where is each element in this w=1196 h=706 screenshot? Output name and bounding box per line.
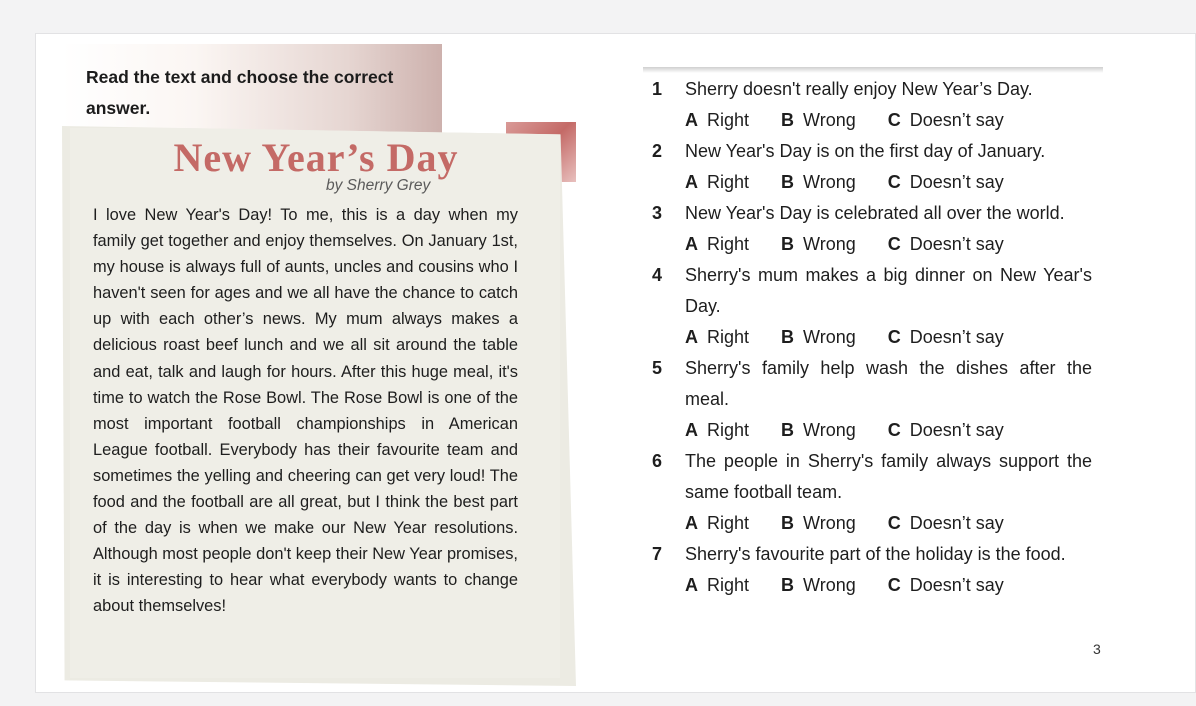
answer-options [652,167,1092,198]
option-c[interactable] [888,508,1004,539]
option-label: Doesn’t say [909,110,1004,130]
option-b[interactable] [781,508,856,539]
option-label: Wrong [803,172,856,192]
question-text: The people in Sherry's family always support the same football team. [685,451,1092,502]
option-label: Wrong [803,513,856,533]
option-a[interactable] [685,105,749,136]
option-label: Doesn’t say [909,575,1004,595]
answer-options [652,415,1092,446]
question-number: 1 [652,79,663,99]
question-number: 6 [652,451,663,471]
option-a[interactable] [685,229,749,260]
option-letter: C [887,513,901,533]
question-number: 2 [652,141,663,161]
option-label: Right [707,172,750,192]
option-c[interactable] [888,415,1004,446]
option-label: Doesn’t say [909,234,1004,254]
article-body: I love New Year's Day! To me, this is a day when my family get together and enjoy themselves. On January 1st, my house is always full of aunts, uncles and cousins who I haven't seen for ages and we all have the chance to catch up with each other’s news. My mum always makes a delicious roast beef lunch and we all sit around the table and eat, talk and laugh for hours. After this huge meal, it's time to watch the Rose Bowl. The Rose Bowl is one of the most important football championships in American League football. Everybody has their favourite team and sometimes the yelling and cheering can get very loud! The food and the football are all great, but I think the best part of the day is when we make our New Year resolutions. Although most people don't keep their New Year promises, it is interesting to hear what everybody wants to change about themselves! [93,206,518,616]
option-letter: B [781,172,795,192]
answer-options [652,322,1092,353]
question-text: Sherry's family help wash the dishes after the meal. [685,358,1092,409]
content-card [35,33,1196,693]
question-text: Sherry's mum makes a big dinner on New Year's Day. [685,265,1092,316]
page-corner-mark: 3 [1093,641,1101,657]
option-letter: A [685,172,698,192]
option-c[interactable] [888,105,1004,136]
option-a[interactable] [685,508,749,539]
option-letter: A [685,110,698,130]
option-c[interactable] [888,229,1004,260]
option-letter: B [781,234,795,254]
option-letter: A [685,327,698,347]
questions-list [652,74,1092,601]
answer-options [652,508,1092,539]
option-label: Doesn’t say [909,420,1004,440]
option-b[interactable] [781,105,856,136]
answer-options [652,105,1092,136]
option-letter: A [685,420,698,440]
option-a[interactable] [685,322,749,353]
option-letter: C [887,234,901,254]
option-letter: B [781,575,795,595]
option-label: Right [707,327,750,347]
option-label: Doesn’t say [909,327,1004,347]
option-c[interactable] [888,322,1004,353]
option-b[interactable] [781,322,856,353]
question-item [652,446,1092,539]
option-a[interactable] [685,167,749,198]
question-number: 7 [652,544,663,564]
option-label: Right [707,234,750,254]
question-item [652,198,1092,260]
option-letter: C [887,327,901,347]
option-letter: C [887,110,901,130]
option-letter: B [781,420,795,440]
question-item [652,136,1092,198]
article-byline: by Sherry Grey [326,177,431,194]
article-title: New Year’s Day [173,135,459,180]
question-text: New Year's Day is celebrated all over the world. [685,203,1065,223]
question-number: 3 [652,203,663,223]
option-a[interactable] [685,570,749,601]
option-label: Wrong [803,234,856,254]
questions-top-rule [643,67,1103,73]
option-b[interactable] [781,570,856,601]
option-label: Right [707,420,750,440]
option-letter: A [685,575,698,595]
option-label: Wrong [803,110,856,130]
option-b[interactable] [781,229,856,260]
option-label: Wrong [803,575,856,595]
option-label: Doesn’t say [909,172,1004,192]
option-letter: B [781,513,795,533]
option-c[interactable] [888,570,1004,601]
option-letter: B [781,110,795,130]
option-a[interactable] [685,415,749,446]
answer-options [652,229,1092,260]
question-item [652,74,1092,136]
question-number: 4 [652,265,663,285]
question-text: Sherry doesn't really enjoy New Year’s Day. [685,79,1033,99]
question-text: New Year's Day is on the first day of January. [685,141,1046,161]
option-label: Wrong [803,420,856,440]
option-letter: B [781,327,795,347]
question-item [652,539,1092,601]
option-letter: A [685,513,698,533]
question-item [652,260,1092,353]
option-letter: C [887,575,901,595]
instruction-text: Read the text and choose the correct answer. [86,67,394,118]
option-letter: A [685,234,698,254]
option-label: Doesn’t say [909,513,1004,533]
option-label: Wrong [803,327,856,347]
question-number: 5 [652,358,663,378]
option-letter: C [887,172,901,192]
option-letter: C [887,420,901,440]
option-label: Right [707,110,750,130]
answer-options [652,570,1092,601]
question-text: Sherry's favourite part of the holiday is the food. [685,544,1066,564]
option-label: Right [707,575,750,595]
option-c[interactable] [888,167,1004,198]
question-item [652,353,1092,446]
option-b[interactable] [781,167,856,198]
option-label: Right [707,513,750,533]
option-b[interactable] [781,415,856,446]
